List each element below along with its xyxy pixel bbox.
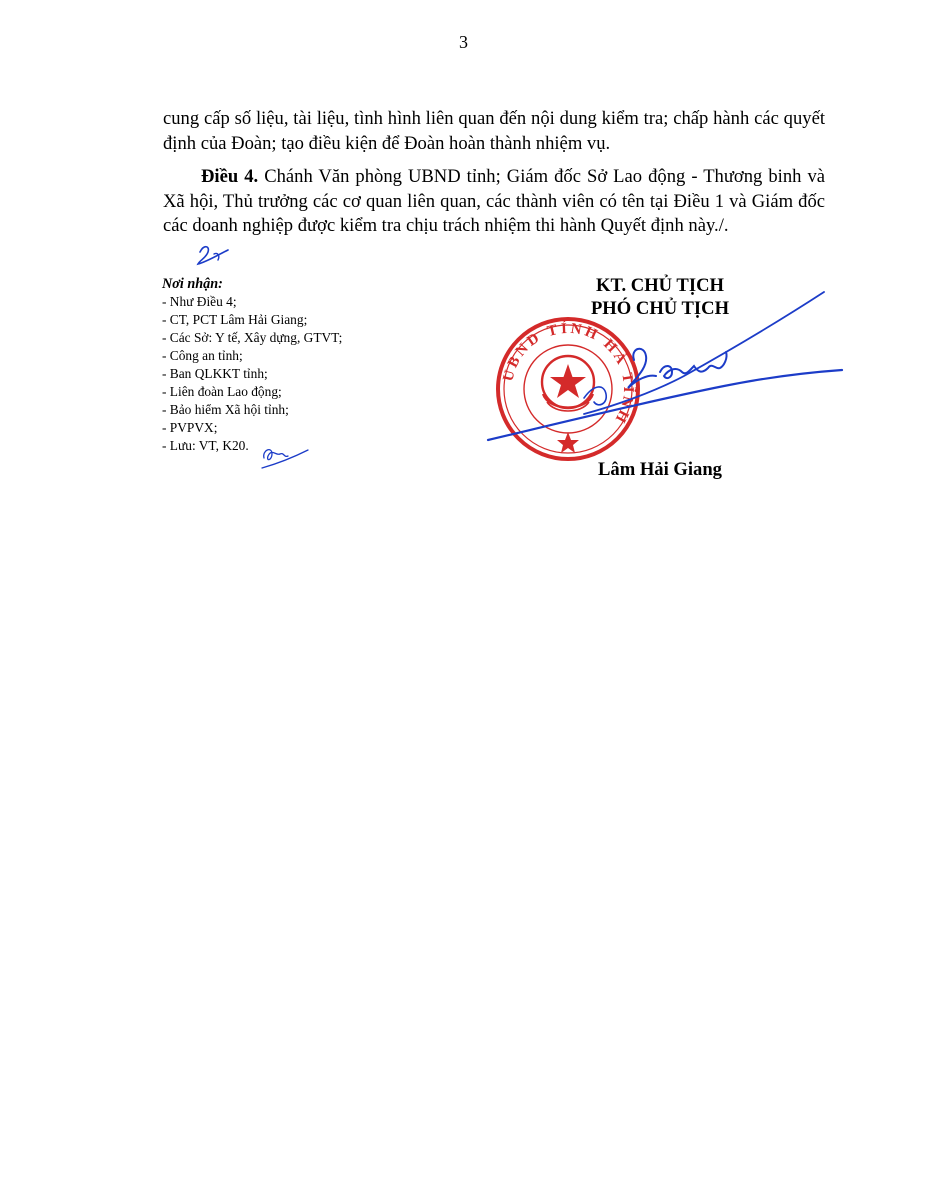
page-number: 3 (459, 32, 468, 52)
list-item: - Công an tỉnh; (162, 348, 243, 363)
body-text (163, 107, 825, 248)
initial-mark-icon (194, 240, 234, 270)
initial-mark-2-icon (258, 436, 310, 472)
handwritten-signature-icon (484, 288, 844, 448)
recipients-heading: Nơi nhận: (162, 276, 223, 292)
paragraph-article-4 (163, 165, 825, 239)
list-item: - Liên đoàn Lao động; (162, 384, 282, 399)
list-item: - Lưu: VT, K20. (162, 438, 249, 453)
list-item: - Các Sở: Y tế, Xây dựng, GTVT; (162, 330, 343, 345)
recipients-list (162, 293, 462, 455)
signature-title-line2: PHÓ CHỦ TỊCH (590, 298, 730, 319)
signer-name: Lâm Hải Giang (598, 459, 722, 480)
list-item: - Như Điều 4; (162, 294, 237, 309)
list-item: - Ban QLKKT tỉnh; (162, 366, 268, 381)
recipients-block (162, 275, 462, 455)
list-item: - PVPVX; (162, 420, 218, 435)
signature-title-line1: KT. CHỦ TỊCH (596, 275, 724, 296)
article-4-heading: Điều 4. (201, 166, 259, 187)
list-item: - Bảo hiểm Xã hội tỉnh; (162, 402, 289, 417)
seal-text: UBND TỈNH HÀ TĨNH (500, 320, 637, 428)
article-4-text: Chánh Văn phòng UBND tỉnh; Giám đốc Sở Lao động - Thương binh và Xã hội, Thủ trưởng các cơ quan liên quan, các thành viên có tên tại Điều 1 và Giám đốc các doanh nghiệp được kiểm tra chịu trách nhiệm thi hành Quyết định này./. (163, 166, 826, 236)
list-item: - CT, PCT Lâm Hải Giang; (162, 312, 308, 327)
paragraph-continuation: cung cấp số liệu, tài liệu, tình hình liên quan đến nội dung kiểm tra; chấp hành các quyết định của Đoàn; tạo điều kiện để Đoàn hoàn thành nhiệm vụ. (163, 108, 825, 154)
